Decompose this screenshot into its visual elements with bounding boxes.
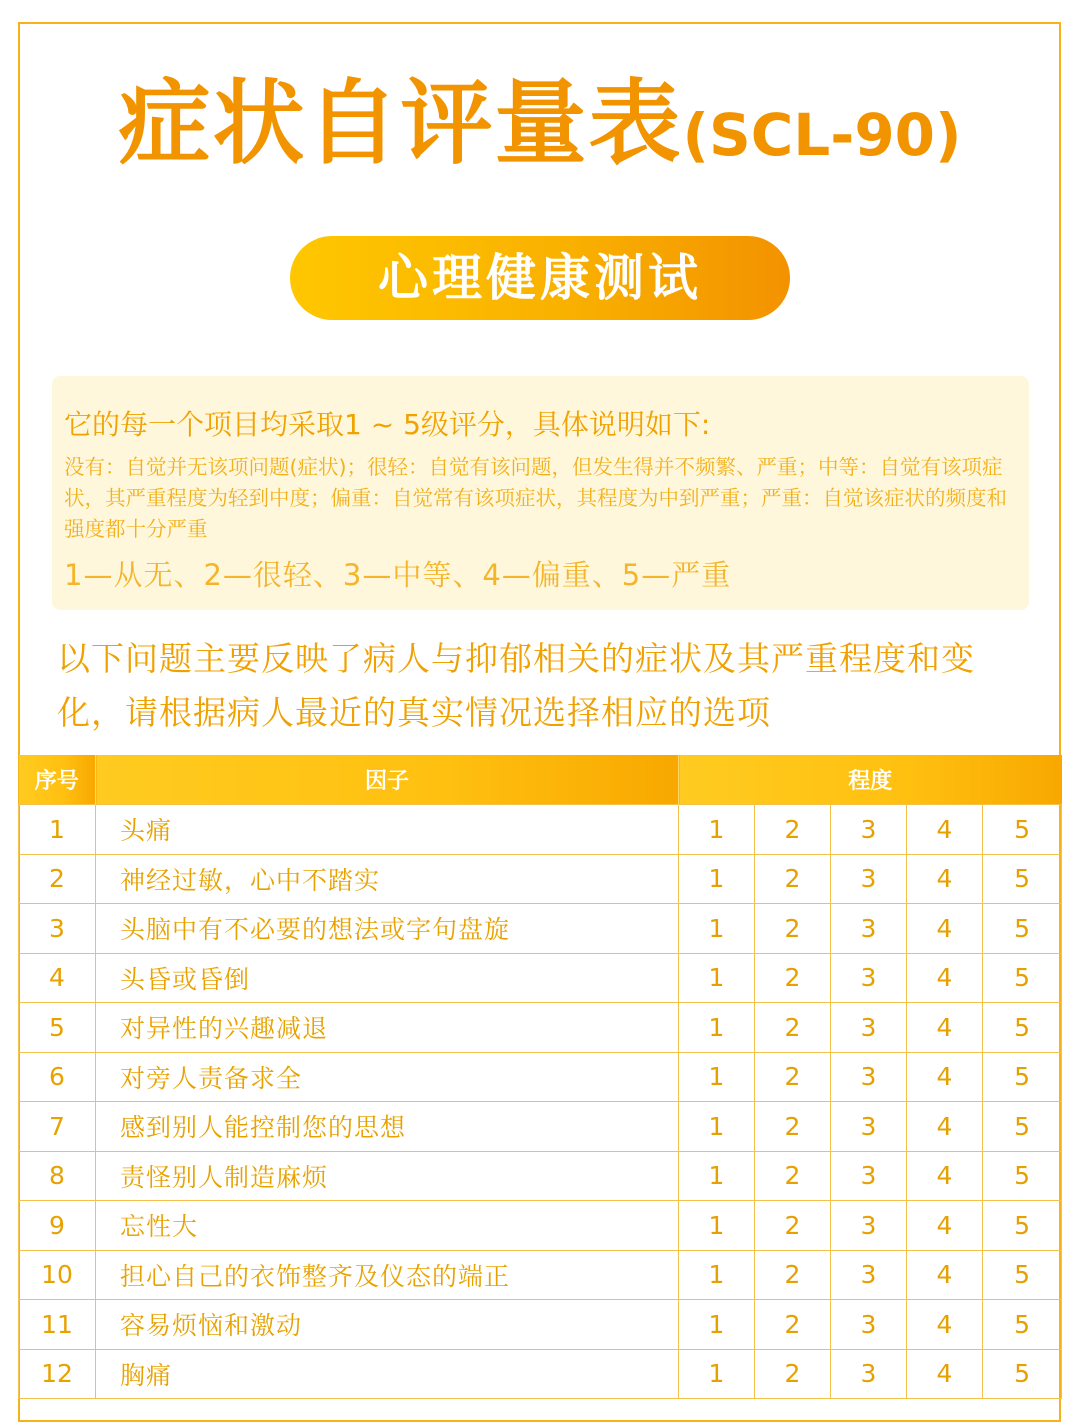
table-row xyxy=(19,1250,1062,1300)
table-row xyxy=(19,1052,1062,1102)
row-index: 4 xyxy=(19,953,96,1003)
rating-option-3[interactable]: 3 xyxy=(831,1201,907,1251)
rating-option-5[interactable]: 5 xyxy=(983,1102,1062,1152)
row-factor: 感到别人能控制您的思想 xyxy=(96,1102,679,1152)
rating-option-2[interactable]: 2 xyxy=(755,1349,831,1399)
table-row xyxy=(19,1349,1062,1399)
rating-option-5[interactable]: 5 xyxy=(983,1003,1062,1053)
row-index: 1 xyxy=(19,805,96,855)
rating-option-3[interactable]: 3 xyxy=(831,904,907,954)
row-index: 9 xyxy=(19,1201,96,1251)
table-row xyxy=(19,1102,1062,1152)
rating-option-3[interactable]: 3 xyxy=(831,1003,907,1053)
rating-option-3[interactable]: 3 xyxy=(831,1300,907,1350)
rating-option-2[interactable]: 2 xyxy=(755,953,831,1003)
scoring-scale: 1—从无、2—很轻、3—中等、4—偏重、5—严重 xyxy=(64,558,732,592)
subtitle-banner: 心理健康测试 xyxy=(290,236,790,320)
rating-option-3[interactable]: 3 xyxy=(831,1151,907,1201)
row-index: 2 xyxy=(19,854,96,904)
rating-option-4[interactable]: 4 xyxy=(907,1102,983,1152)
rating-option-2[interactable]: 2 xyxy=(755,1300,831,1350)
row-index: 12 xyxy=(19,1349,96,1399)
rating-option-3[interactable]: 3 xyxy=(831,1250,907,1300)
row-index: 8 xyxy=(19,1151,96,1201)
row-factor: 容易烦恼和激动 xyxy=(96,1300,679,1350)
rating-option-1[interactable]: 1 xyxy=(679,1102,755,1152)
rating-option-5[interactable]: 5 xyxy=(983,1300,1062,1350)
rating-option-1[interactable]: 1 xyxy=(679,854,755,904)
row-factor: 头昏或昏倒 xyxy=(96,953,679,1003)
rating-option-3[interactable]: 3 xyxy=(831,805,907,855)
rating-option-5[interactable]: 5 xyxy=(983,953,1062,1003)
rating-option-1[interactable]: 1 xyxy=(679,805,755,855)
rating-option-2[interactable]: 2 xyxy=(755,854,831,904)
rating-option-3[interactable]: 3 xyxy=(831,1052,907,1102)
instruction-text: 以下问题主要反映了病人与抑郁相关的症状及其严重程度和变化，请根据病人最近的真实情况选择相应的选项 xyxy=(57,639,975,732)
header-factor: 因子 xyxy=(96,755,679,805)
rating-option-3[interactable]: 3 xyxy=(831,1102,907,1152)
rating-option-5[interactable]: 5 xyxy=(983,854,1062,904)
scoring-description: 没有：自觉并无该项问题(症状)；很轻：自觉有该问题，但发生得并不频繁、严重；中等：自觉有该项症状，其严重程度为轻到中度；偏重：自觉常有该项症状，其程度为中到严重；严重：自觉该症状的频度和强度都十分严重 xyxy=(64,455,1007,541)
row-factor: 责怪别人制造麻烦 xyxy=(96,1151,679,1201)
row-index: 5 xyxy=(19,1003,96,1053)
rating-option-5[interactable]: 5 xyxy=(983,1250,1062,1300)
rating-option-1[interactable]: 1 xyxy=(679,1052,755,1102)
row-index: 7 xyxy=(19,1102,96,1152)
rating-option-4[interactable]: 4 xyxy=(907,805,983,855)
rating-option-2[interactable]: 2 xyxy=(755,1003,831,1053)
rating-option-4[interactable]: 4 xyxy=(907,854,983,904)
rating-option-5[interactable]: 5 xyxy=(983,1201,1062,1251)
table-row xyxy=(19,1300,1062,1350)
table-row xyxy=(19,854,1062,904)
rating-option-4[interactable]: 4 xyxy=(907,1349,983,1399)
rating-option-4[interactable]: 4 xyxy=(907,904,983,954)
row-index: 3 xyxy=(19,904,96,954)
rating-option-2[interactable]: 2 xyxy=(755,1052,831,1102)
rating-option-1[interactable]: 1 xyxy=(679,1349,755,1399)
rating-option-4[interactable]: 4 xyxy=(907,1250,983,1300)
rating-option-3[interactable]: 3 xyxy=(831,1349,907,1399)
row-factor: 对旁人责备求全 xyxy=(96,1052,679,1102)
table-row xyxy=(19,904,1062,954)
scoring-lead: 它的每一个项目均采取1 ~ 5级评分，具体说明如下: xyxy=(64,408,711,441)
table-row xyxy=(19,1201,1062,1251)
row-factor: 担心自己的衣饰整齐及仪态的端正 xyxy=(96,1250,679,1300)
table-row xyxy=(19,805,1062,855)
rating-option-5[interactable]: 5 xyxy=(983,1052,1062,1102)
rating-option-1[interactable]: 1 xyxy=(679,1151,755,1201)
rating-option-4[interactable]: 4 xyxy=(907,1300,983,1350)
scoring-info-box xyxy=(52,376,1029,610)
table-header-row xyxy=(19,755,1062,805)
symptom-table xyxy=(18,755,1062,1399)
title-main: 症状自评量表 xyxy=(118,70,683,177)
rating-option-4[interactable]: 4 xyxy=(907,1201,983,1251)
rating-option-5[interactable]: 5 xyxy=(983,805,1062,855)
title-sub: (SCL-90) xyxy=(682,101,962,169)
rating-option-1[interactable]: 1 xyxy=(679,1003,755,1053)
rating-option-2[interactable]: 2 xyxy=(755,1250,831,1300)
rating-option-1[interactable]: 1 xyxy=(679,1201,755,1251)
row-factor: 头脑中有不必要的想法或字句盘旋 xyxy=(96,904,679,954)
rating-option-2[interactable]: 2 xyxy=(755,1201,831,1251)
rating-option-5[interactable]: 5 xyxy=(983,904,1062,954)
rating-option-1[interactable]: 1 xyxy=(679,904,755,954)
rating-option-4[interactable]: 4 xyxy=(907,1151,983,1201)
row-index: 6 xyxy=(19,1052,96,1102)
rating-option-3[interactable]: 3 xyxy=(831,953,907,1003)
row-factor: 对异性的兴趣减退 xyxy=(96,1003,679,1053)
row-index: 10 xyxy=(19,1250,96,1300)
rating-option-1[interactable]: 1 xyxy=(679,1250,755,1300)
rating-option-5[interactable]: 5 xyxy=(983,1151,1062,1201)
row-factor: 忘性大 xyxy=(96,1201,679,1251)
row-factor: 神经过敏，心中不踏实 xyxy=(96,854,679,904)
rating-option-3[interactable]: 3 xyxy=(831,854,907,904)
table-row xyxy=(19,1151,1062,1201)
rating-option-4[interactable]: 4 xyxy=(907,953,983,1003)
rating-option-1[interactable]: 1 xyxy=(679,1300,755,1350)
rating-option-2[interactable]: 2 xyxy=(755,904,831,954)
rating-option-2[interactable]: 2 xyxy=(755,1151,831,1201)
rating-option-2[interactable]: 2 xyxy=(755,805,831,855)
rating-option-4[interactable]: 4 xyxy=(907,1052,983,1102)
row-factor: 胸痛 xyxy=(96,1349,679,1399)
rating-option-5[interactable]: 5 xyxy=(983,1349,1062,1399)
rating-option-2[interactable]: 2 xyxy=(755,1102,831,1152)
row-index: 11 xyxy=(19,1300,96,1350)
header-degree: 程度 xyxy=(679,755,1062,805)
rating-option-4[interactable]: 4 xyxy=(907,1003,983,1053)
header-index: 序号 xyxy=(19,755,96,805)
table-body xyxy=(19,805,1062,1399)
table-row xyxy=(19,953,1062,1003)
rating-option-1[interactable]: 1 xyxy=(679,953,755,1003)
row-factor: 头痛 xyxy=(96,805,679,855)
page-title xyxy=(0,70,1080,177)
table-row xyxy=(19,1003,1062,1053)
